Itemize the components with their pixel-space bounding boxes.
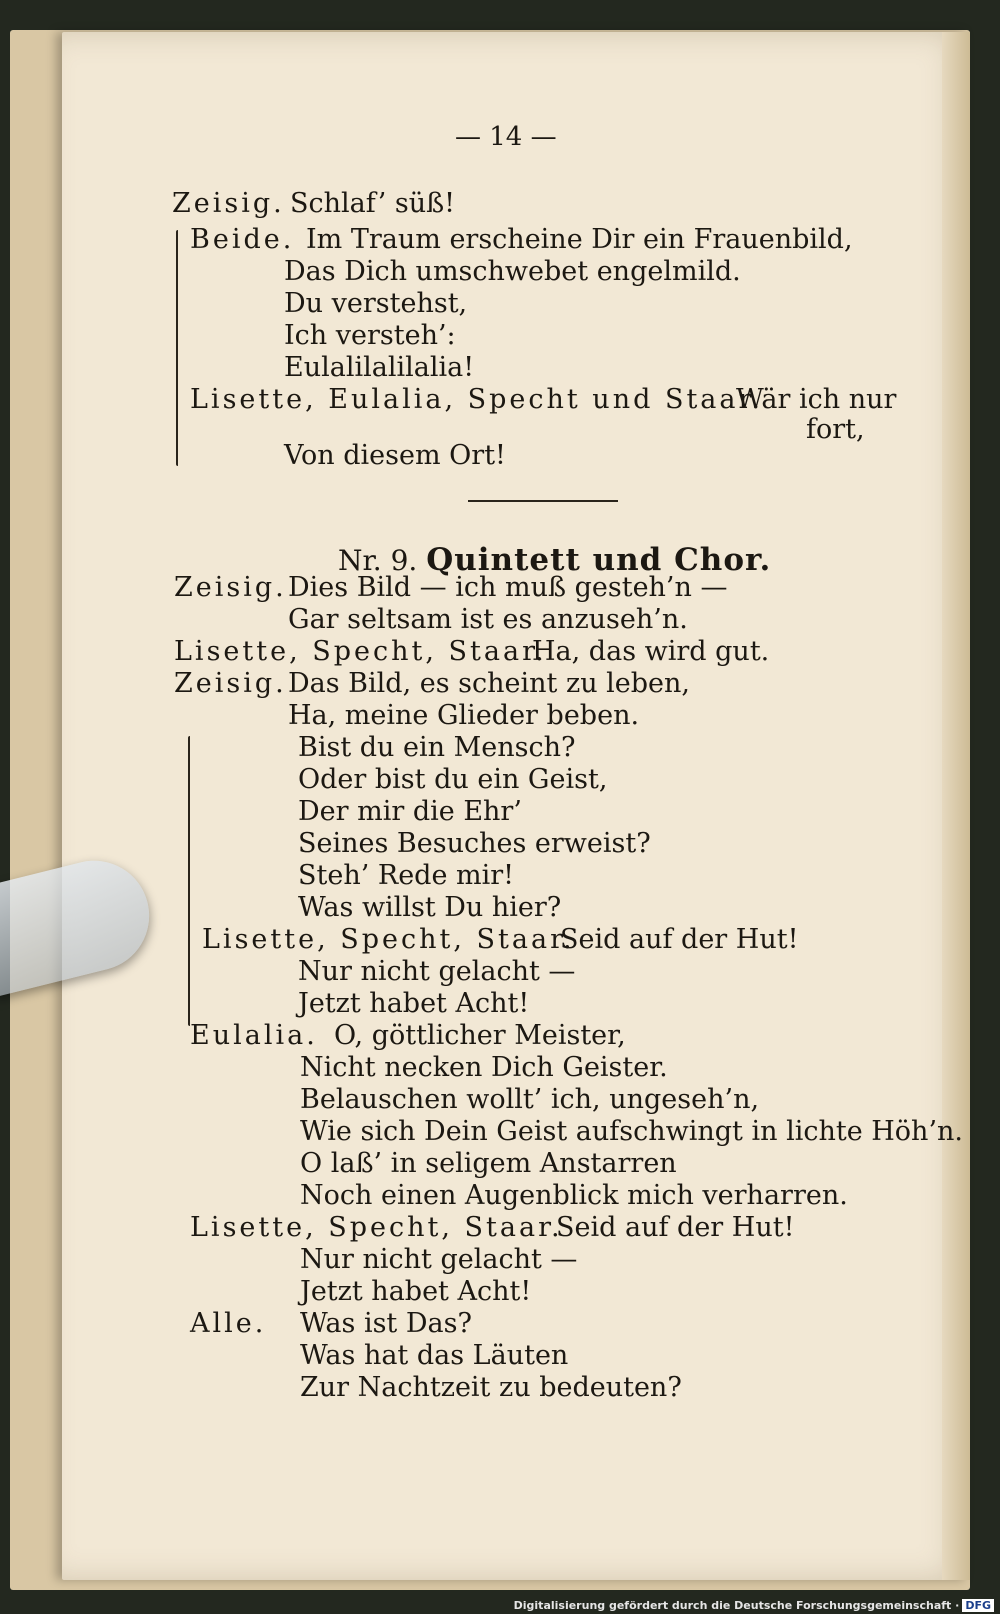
verse-line: Du verstehst, bbox=[284, 288, 468, 319]
verse-line: Wie sich Dein Geist aufschwingt in lichte Höh’n. bbox=[300, 1116, 964, 1147]
verse-line: Nur nicht gelacht — bbox=[300, 1244, 578, 1275]
section-divider bbox=[468, 500, 618, 502]
verse-line: Schlaf’ süß! bbox=[290, 188, 456, 219]
verse-line: Jetzt habet Acht! bbox=[298, 988, 530, 1019]
verse-line: Oder bist du ein Geist, bbox=[298, 764, 608, 795]
verse-line: Bist du ein Mensch? bbox=[298, 732, 576, 763]
verse-line: Belauschen wollt’ ich, ungeseh’n, bbox=[300, 1084, 760, 1115]
speaker-beide: Beide. bbox=[190, 224, 295, 255]
verse-line: Was hat das Läuten bbox=[300, 1340, 569, 1371]
verse-line: Von diesem Ort! bbox=[284, 440, 506, 471]
speaker-group: Lisette, Eulalia, Specht und Staar. bbox=[190, 384, 764, 415]
speaker-eulalia: Eulalia. bbox=[190, 1020, 318, 1051]
verse-line: Was willst Du hier? bbox=[298, 892, 562, 923]
verse-line: Steh’ Rede mir! bbox=[298, 860, 515, 891]
brace-beide bbox=[176, 230, 178, 466]
section-number: Nr. 9. bbox=[338, 544, 418, 577]
verse-line: Das Bild, es scheint zu leben, bbox=[288, 668, 691, 699]
verse-line: Im Traum erscheine Dir ein Frauenbild, bbox=[306, 224, 853, 255]
verse-line: Nicht necken Dich Geister. bbox=[300, 1052, 668, 1083]
speaker-zeisig: Zeisig. bbox=[172, 188, 285, 219]
verse-line: O laß’ in seligem Anstarren bbox=[300, 1148, 677, 1179]
verse-line: Eulalilalilalia! bbox=[284, 352, 475, 383]
speaker-group: Lisette, Specht, Staar. bbox=[174, 636, 547, 667]
brace-zeisig-group bbox=[188, 736, 190, 1026]
verse-line: Gar seltsam ist es anzuseh’n. bbox=[288, 604, 688, 635]
verse-line: Nur nicht gelacht — bbox=[298, 956, 576, 987]
speaker-zeisig: Zeisig. bbox=[174, 668, 287, 699]
verse-line: Noch einen Augenblick mich verharren. bbox=[300, 1180, 848, 1211]
verse-line: Ha, das wird gut. bbox=[532, 636, 770, 667]
verse-line: Das Dich umschwebet engelmild. bbox=[284, 256, 741, 287]
credit-text: Digitalisierung gefördert durch die Deutsche Forschungsgemeinschaft · bbox=[513, 1599, 960, 1612]
verse-line: Seines Besuches erweist? bbox=[298, 828, 651, 859]
verse-line: Dies Bild — ich muß gesteh’n — bbox=[288, 572, 728, 603]
speaker-group: Lisette, Specht, Staar. bbox=[190, 1212, 563, 1243]
dfg-logo: DFG bbox=[962, 1599, 994, 1612]
section-name: Quintett und Chor. bbox=[426, 542, 772, 578]
speaker-group: Lisette, Specht, Staar. bbox=[202, 924, 575, 955]
verse-line: Zur Nachtzeit zu bedeuten? bbox=[300, 1372, 682, 1403]
speaker-zeisig: Zeisig. bbox=[174, 572, 287, 603]
digitization-credit bbox=[514, 1599, 994, 1612]
verse-line: Seid auf der Hut! bbox=[556, 1212, 795, 1243]
speaker-alle: Alle. bbox=[190, 1308, 267, 1339]
verse-line: Ha, meine Glieder beben. bbox=[288, 700, 640, 731]
page-number: — 14 — bbox=[455, 122, 557, 152]
verse-line: Was ist Das? bbox=[300, 1308, 472, 1339]
verse-line: fort, bbox=[806, 414, 865, 445]
verse-line: Der mir die Ehr’ bbox=[298, 796, 522, 827]
verse-line: Wär ich nur bbox=[736, 384, 897, 415]
verse-line: Ich versteh’: bbox=[284, 320, 456, 351]
verse-line: O, göttlicher Meister, bbox=[334, 1020, 626, 1051]
verse-line: Seid auf der Hut! bbox=[560, 924, 799, 955]
verse-line: Jetzt habet Acht! bbox=[300, 1276, 532, 1307]
